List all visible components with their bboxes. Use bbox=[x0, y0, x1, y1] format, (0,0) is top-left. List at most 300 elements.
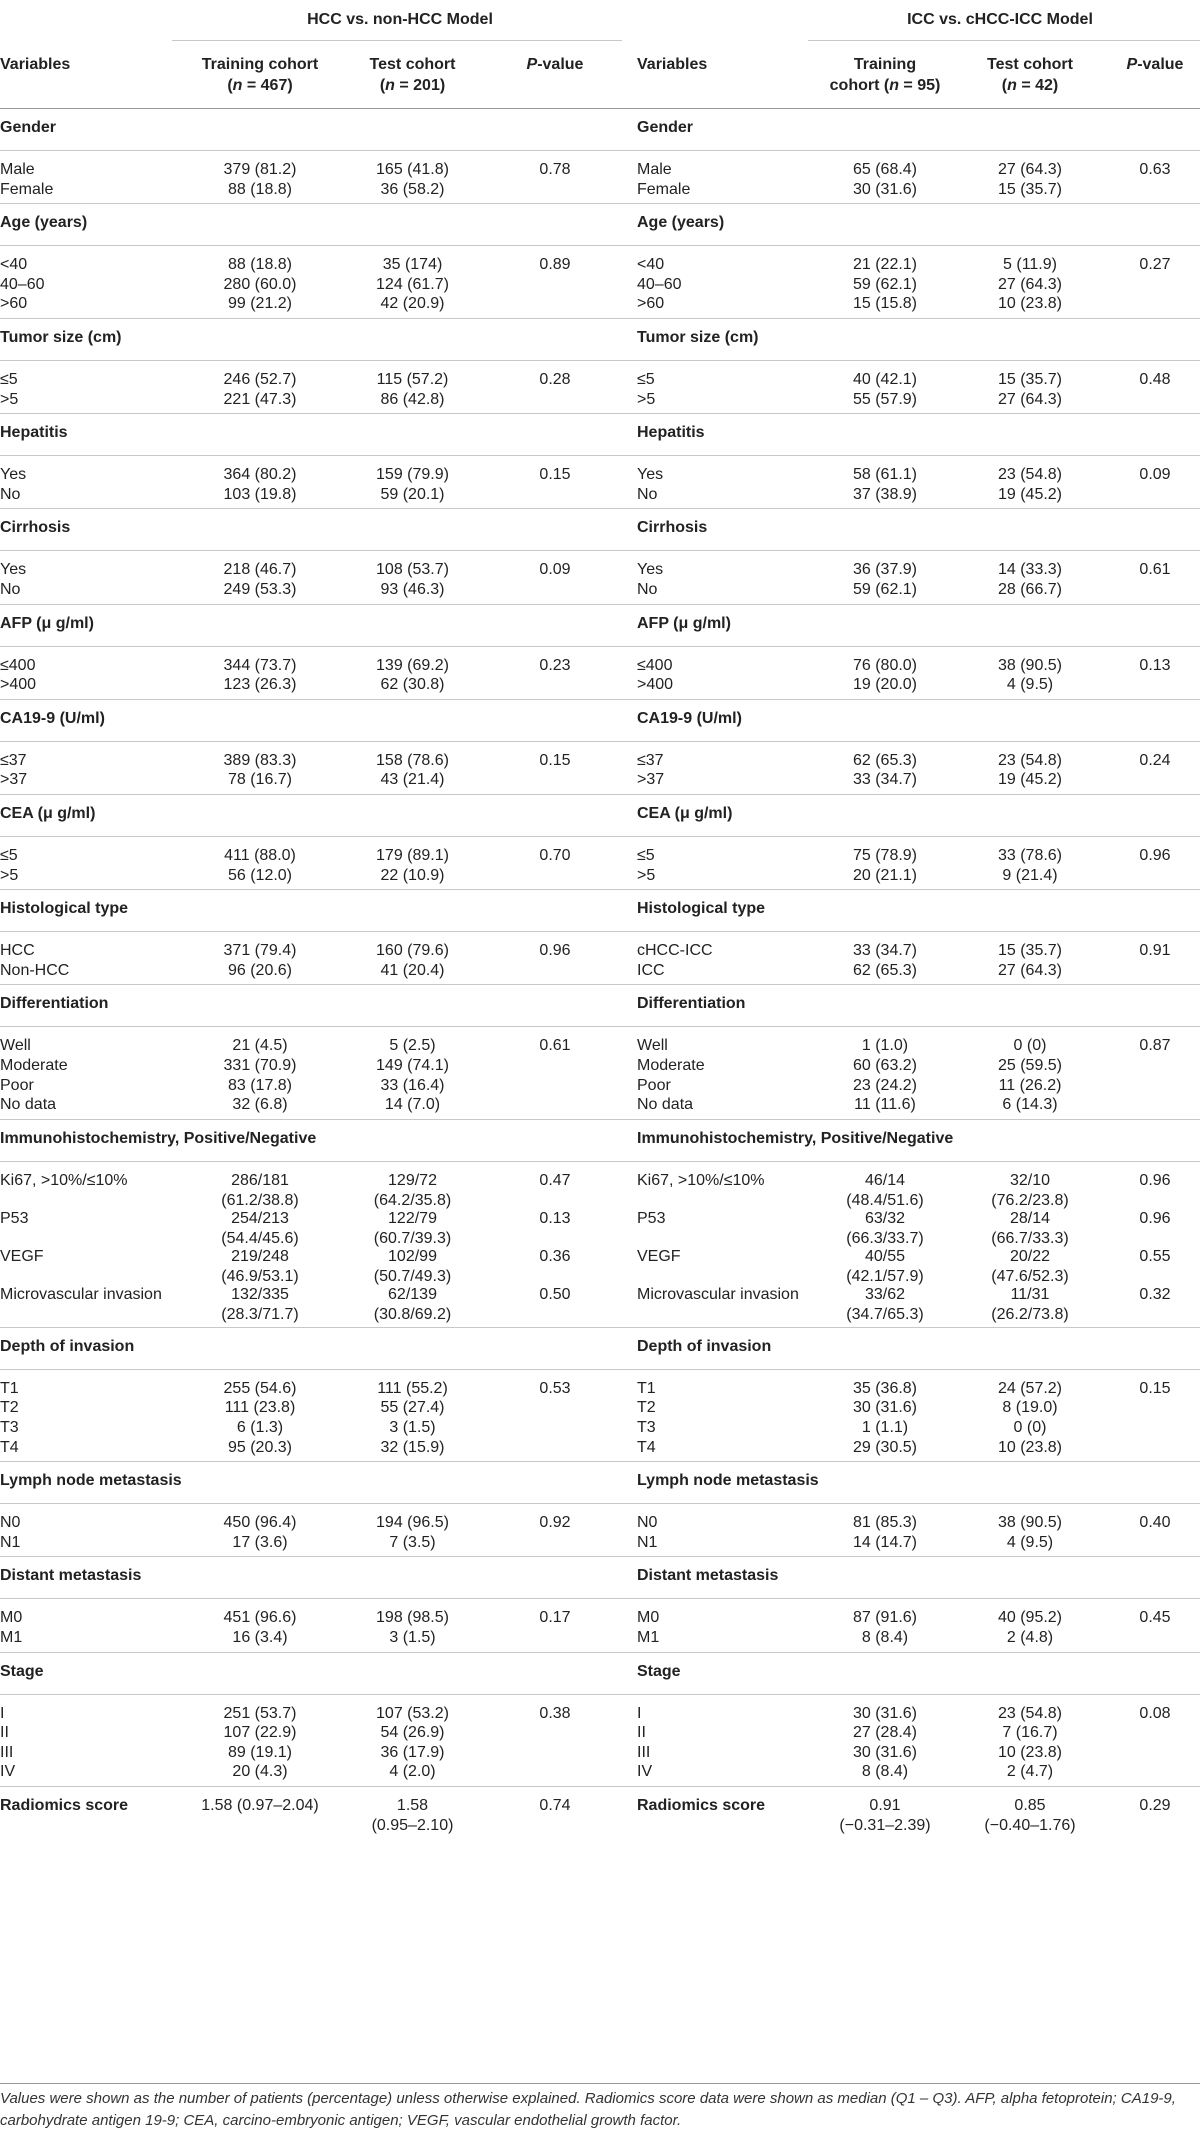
left-pvalue: 0.36 bbox=[539, 1247, 571, 1265]
left-test-value: 55 (27.4) bbox=[380, 1399, 445, 1417]
radiomics-right-training-line2: (−0.31–2.39) bbox=[839, 1817, 931, 1834]
right-test-value: 11 (26.2) bbox=[998, 1076, 1062, 1094]
left-training-value-line1: 254/213 bbox=[231, 1209, 289, 1227]
row-label-right: >60 bbox=[637, 295, 665, 313]
row-label-right: ≤5 bbox=[637, 847, 655, 864]
left-test-value: 36 (17.9) bbox=[380, 1743, 445, 1761]
row-label-right: ≤5 bbox=[637, 371, 655, 388]
right-test-value: 15 (35.7) bbox=[997, 371, 1063, 388]
section-title-left: Stage bbox=[0, 1662, 44, 1680]
section-title-right: CEA (μ g/ml) bbox=[637, 805, 733, 822]
right-test-value-line2: (26.2/73.8) bbox=[991, 1305, 1069, 1323]
section-title-left: Age (years) bbox=[0, 214, 88, 232]
right-training-value: 21 (22.1) bbox=[852, 256, 918, 274]
row-label-left: >400 bbox=[0, 676, 37, 694]
right-training-value-line2: (42.1/57.9) bbox=[846, 1267, 924, 1285]
left-training-value: 95 (20.3) bbox=[227, 1438, 293, 1456]
row-label-right: Well bbox=[637, 1037, 668, 1055]
row-label-right: III bbox=[637, 1743, 651, 1761]
right-test-value-line1: 28/14 bbox=[1009, 1209, 1051, 1227]
left-pvalue: 0.53 bbox=[539, 1379, 571, 1397]
row-label-right: ICC bbox=[637, 961, 665, 979]
row-label-right: No bbox=[637, 485, 658, 503]
right-test-value: 10 (23.8) bbox=[997, 1743, 1063, 1761]
row-label-right: ≤37 bbox=[637, 751, 664, 769]
row-label-right: Male bbox=[637, 161, 672, 178]
right-pvalue: 0.96 bbox=[1139, 847, 1171, 864]
section-title-rule bbox=[0, 245, 1200, 246]
right-training-value: 30 (31.6) bbox=[852, 1399, 918, 1417]
left-pvalue: 0.61 bbox=[539, 1037, 571, 1055]
row-label-right: IV bbox=[637, 1763, 653, 1781]
left-training-value: 331 (70.9) bbox=[223, 1057, 297, 1074]
section-title-right: Hepatitis bbox=[637, 424, 705, 442]
left-test-value: 42 (20.9) bbox=[380, 295, 445, 313]
left-training-value: 123 (26.3) bbox=[223, 676, 297, 694]
section-title-right: CA19-9 (U/ml) bbox=[637, 709, 742, 727]
row-label-right: T2 bbox=[637, 1399, 656, 1417]
right-training-value-line2: (48.4/51.6) bbox=[846, 1191, 924, 1209]
right-test-value: 4 (9.5) bbox=[1006, 1533, 1054, 1551]
section-bottom-rule bbox=[0, 984, 1200, 985]
right-training-value: 87 (91.6) bbox=[852, 1609, 918, 1627]
left-model-title: HCC vs. non-HCC Model bbox=[307, 11, 493, 28]
section-title-left: AFP (μ g/ml) bbox=[0, 614, 94, 632]
left-training-value: 56 (12.0) bbox=[227, 866, 293, 884]
left-training-value: 371 (79.4) bbox=[223, 942, 297, 960]
right-training-value: 36 (37.9) bbox=[852, 561, 918, 579]
left-training-value-line2: (61.2/38.8) bbox=[221, 1191, 299, 1209]
row-label-right: >37 bbox=[637, 771, 665, 789]
left-training-value: 20 (4.3) bbox=[232, 1763, 288, 1781]
row-label-right: No bbox=[637, 581, 658, 598]
row-label-left: ≤37 bbox=[0, 751, 27, 769]
left-training-value: 389 (83.3) bbox=[223, 751, 297, 769]
right-training-value-line2: (34.7/65.3) bbox=[846, 1305, 924, 1323]
right-test-value: 15 (35.7) bbox=[997, 180, 1063, 198]
left-test-value: 33 (16.4) bbox=[380, 1076, 445, 1094]
left-test-value: 160 (79.6) bbox=[376, 942, 449, 960]
left-test-value: 59 (20.1) bbox=[380, 485, 445, 503]
section-bottom-rule bbox=[0, 1327, 1200, 1328]
right-test-value: 0 (0) bbox=[1013, 1419, 1047, 1436]
left-pvalue: 0.28 bbox=[539, 371, 571, 388]
row-label-right: N1 bbox=[637, 1533, 658, 1551]
right-training-value: 59 (62.1) bbox=[852, 275, 918, 293]
left-training-value: 251 (53.7) bbox=[223, 1704, 297, 1722]
left-training-value-line1: 286/181 bbox=[231, 1171, 289, 1189]
right-test-value: 28 (66.7) bbox=[997, 581, 1063, 598]
right-test-value-line1: 32/10 bbox=[1009, 1171, 1051, 1189]
left-pvalue: 0.09 bbox=[539, 561, 571, 579]
section-title-right: Histological type bbox=[637, 900, 766, 918]
row-label-right: T4 bbox=[637, 1438, 656, 1456]
right-training-value-line1: 40/55 bbox=[864, 1247, 906, 1265]
right-training-value: 59 (62.1) bbox=[852, 581, 918, 598]
left-pvalue: 0.78 bbox=[539, 161, 571, 178]
right-model-title: ICC vs. cHCC-ICC Model bbox=[907, 11, 1093, 28]
left-training-value: 99 (21.2) bbox=[227, 295, 293, 313]
row-label-left: No bbox=[0, 581, 21, 598]
left-title-rule bbox=[172, 40, 622, 41]
right-test-value: 10 (23.8) bbox=[997, 295, 1063, 313]
section-title-left: CEA (μ g/ml) bbox=[0, 805, 96, 822]
right-test-value: 14 (33.3) bbox=[997, 561, 1063, 579]
section-title-left: Tumor size (cm) bbox=[0, 329, 122, 346]
right-test-value: 0 (0) bbox=[1013, 1037, 1047, 1055]
right-test-value: 10 (23.8) bbox=[997, 1438, 1063, 1456]
section-bottom-rule bbox=[0, 413, 1200, 414]
section-title-rule bbox=[0, 931, 1200, 932]
right-training-value: 65 (68.4) bbox=[852, 161, 918, 178]
section-title-left: Immunohistochemistry, Positive/Negative bbox=[0, 1129, 317, 1147]
section-title-rule bbox=[0, 150, 1200, 151]
left-test-value: 41 (20.4) bbox=[380, 961, 445, 979]
row-label-left: N1 bbox=[0, 1533, 21, 1551]
left-training-value: 88 (18.8) bbox=[227, 256, 293, 274]
right-training-value: 40 (42.1) bbox=[852, 371, 918, 388]
left-training-value: 255 (54.6) bbox=[223, 1379, 297, 1397]
right-pvalue: 0.24 bbox=[1139, 751, 1171, 769]
right-training-value: 30 (31.6) bbox=[852, 180, 918, 198]
radiomics-right-pvalue: 0.29 bbox=[1139, 1797, 1171, 1814]
left-test-value-line2: (60.7/39.3) bbox=[373, 1229, 452, 1247]
section-title-left: Gender bbox=[0, 119, 57, 136]
row-label-right: M0 bbox=[637, 1609, 660, 1627]
row-label-left: Moderate bbox=[0, 1057, 68, 1074]
row-label-left: Poor bbox=[0, 1076, 34, 1094]
left-training-value: 96 (20.6) bbox=[227, 961, 293, 979]
row-label-left: M1 bbox=[0, 1629, 23, 1646]
section-title-rule bbox=[0, 646, 1200, 647]
right-pvalue: 0.61 bbox=[1139, 561, 1171, 579]
left-training-value: 364 (80.2) bbox=[223, 466, 297, 484]
row-label-left: Microvascular invasion bbox=[0, 1285, 162, 1303]
right-test-value-line1: 11/31 bbox=[1010, 1285, 1050, 1303]
left-test-value: 14 (7.0) bbox=[384, 1096, 441, 1114]
right-test-value: 38 (90.5) bbox=[997, 656, 1063, 674]
left-training-value-line2: (28.3/71.7) bbox=[221, 1305, 299, 1323]
left-pvalue: 0.17 bbox=[539, 1609, 571, 1627]
right-training-value: 15 (15.8) bbox=[852, 295, 918, 313]
section-title-left: Cirrhosis bbox=[0, 519, 71, 537]
left-training-value: 6 (1.3) bbox=[236, 1419, 284, 1436]
left-training-value: 451 (96.6) bbox=[223, 1609, 297, 1627]
section-title-right: Lymph node metastasis bbox=[637, 1472, 819, 1490]
row-label-right: Female bbox=[637, 180, 691, 198]
right-training-value: 55 (57.9) bbox=[852, 390, 918, 408]
row-label-left: >5 bbox=[0, 866, 19, 884]
left-test-value-line2: (30.8/69.2) bbox=[373, 1305, 452, 1323]
radiomics-right-training-line1: 0.91 bbox=[869, 1797, 901, 1814]
row-label-left: M0 bbox=[0, 1609, 23, 1627]
row-label-left: Yes bbox=[0, 466, 27, 484]
left-test-value: 179 (89.1) bbox=[376, 847, 449, 864]
left-training-value: 89 (19.1) bbox=[227, 1743, 293, 1761]
section-title-rule bbox=[0, 836, 1200, 837]
radiomics-right-test-line2: (−0.40–1.76) bbox=[984, 1817, 1076, 1834]
row-label-left: HCC bbox=[0, 942, 35, 960]
right-training-value: 62 (65.3) bbox=[852, 961, 918, 979]
left-test-value: 3 (1.5) bbox=[389, 1629, 436, 1646]
right-training-value: 60 (63.2) bbox=[852, 1057, 918, 1074]
left-test-value-line1: 62/139 bbox=[388, 1285, 437, 1303]
left-training-value: 16 (3.4) bbox=[232, 1629, 288, 1646]
row-label-right: T1 bbox=[637, 1379, 656, 1397]
left-test-value: 62 (30.8) bbox=[380, 676, 445, 694]
left-training-value-line2: (54.4/45.6) bbox=[221, 1229, 299, 1247]
section-title-left: Hepatitis bbox=[0, 424, 68, 442]
left-test-value: 43 (21.4) bbox=[380, 771, 445, 789]
section-title-left: Differentiation bbox=[0, 995, 109, 1013]
left-training-value: 221 (47.3) bbox=[223, 390, 297, 408]
left-pvalue: 0.50 bbox=[539, 1285, 571, 1303]
left-test-value: 165 (41.8) bbox=[376, 161, 449, 178]
section-bottom-rule bbox=[0, 318, 1200, 319]
right-training-value: 20 (21.1) bbox=[852, 866, 918, 884]
table-footnote: Values were shown as the number of patients (percentage) unless otherwise explained. Radiomics score data were shown as median (Q1 – Q3). AFP, alpha fetoprotein; CA19-9, carbohydrate antigen 19-9; CEA, carcino-embryonic antigen; VEGF, vascular endothelial growth factor. bbox=[0, 2090, 1176, 2129]
right-title-rule bbox=[808, 40, 1200, 41]
left-training-value: 111 (23.8) bbox=[224, 1399, 296, 1417]
right-pvalue: 0.09 bbox=[1139, 466, 1171, 484]
left-training-value: 107 (22.9) bbox=[223, 1724, 297, 1742]
section-bottom-rule bbox=[0, 1556, 1200, 1557]
row-label-right: Ki67, >10%/≤10% bbox=[637, 1171, 765, 1189]
right-test-value: 15 (35.7) bbox=[997, 942, 1063, 960]
row-label-right: cHCC-ICC bbox=[637, 942, 713, 960]
left-test-value: 7 (3.5) bbox=[389, 1533, 436, 1551]
left-training-value: 249 (53.3) bbox=[223, 581, 297, 598]
row-label-right: >400 bbox=[637, 676, 674, 694]
section-title-right: Tumor size (cm) bbox=[637, 329, 759, 346]
radiomics-left-pvalue: 0.74 bbox=[539, 1797, 571, 1814]
row-label-left: >5 bbox=[0, 390, 19, 408]
row-label-left: Female bbox=[0, 180, 54, 198]
row-label-right: N0 bbox=[637, 1514, 658, 1532]
section-title-left: Distant metastasis bbox=[0, 1567, 142, 1585]
right-test-value: 24 (57.2) bbox=[997, 1379, 1063, 1397]
left-test-value: 149 (74.1) bbox=[376, 1057, 449, 1074]
right-training-value: 19 (20.0) bbox=[852, 676, 918, 694]
right-test-value: 23 (54.8) bbox=[997, 466, 1063, 484]
left-test-value: 159 (79.9) bbox=[376, 466, 449, 484]
right-test-value: 23 (54.8) bbox=[997, 751, 1063, 769]
left-training-value: 88 (18.8) bbox=[227, 180, 293, 198]
left-pvalue: 0.38 bbox=[539, 1704, 571, 1722]
section-title-left: Lymph node metastasis bbox=[0, 1472, 182, 1490]
right-training-value: 11 (11.6) bbox=[854, 1096, 916, 1114]
left-training-value: 103 (19.8) bbox=[223, 485, 297, 503]
row-label-left: Non-HCC bbox=[0, 961, 70, 979]
section-bottom-rule bbox=[0, 889, 1200, 890]
row-label-right: >5 bbox=[637, 390, 656, 408]
section-title-right: AFP (μ g/ml) bbox=[637, 614, 731, 632]
right-training-value: 37 (38.9) bbox=[852, 485, 918, 503]
right-test-value: 25 (59.5) bbox=[997, 1057, 1063, 1074]
left-test-value: 139 (69.2) bbox=[376, 656, 449, 674]
row-label-left: ≤5 bbox=[0, 847, 18, 864]
section-title-rule bbox=[0, 1503, 1200, 1504]
right-pvalue: 0.08 bbox=[1139, 1704, 1171, 1722]
section-bottom-rule bbox=[0, 1786, 1200, 1787]
section-bottom-rule bbox=[0, 203, 1200, 204]
right-training-value: 62 (65.3) bbox=[852, 751, 918, 769]
right-test-value: 9 (21.4) bbox=[1002, 866, 1058, 884]
right-test-value-line2: (66.7/33.3) bbox=[991, 1229, 1069, 1247]
left-test-value-line2: (64.2/35.8) bbox=[373, 1191, 452, 1209]
right-test-value: 8 (19.0) bbox=[1002, 1399, 1058, 1417]
right-training-value: 30 (31.6) bbox=[852, 1743, 918, 1761]
row-label-left: T1 bbox=[0, 1379, 19, 1397]
right-training-value-line1: 46/14 bbox=[864, 1171, 906, 1189]
left-test-value: 158 (78.6) bbox=[376, 751, 449, 769]
right-test-value: 7 (16.7) bbox=[1002, 1724, 1058, 1742]
row-label-left: >37 bbox=[0, 771, 28, 789]
right-training-value: 27 (28.4) bbox=[852, 1724, 918, 1742]
section-title-rule bbox=[0, 550, 1200, 551]
row-label-left: I bbox=[0, 1704, 5, 1722]
left-training-value: 32 (6.8) bbox=[232, 1096, 288, 1114]
row-label-left: <40 bbox=[0, 256, 28, 274]
left-test-value: 5 (2.5) bbox=[389, 1037, 436, 1055]
right-training-header-1: Training bbox=[853, 56, 917, 73]
right-variables-header: Variables bbox=[637, 56, 708, 73]
left-pvalue: 0.15 bbox=[539, 751, 571, 769]
section-title-right: Age (years) bbox=[637, 214, 725, 232]
left-test-value: 32 (15.9) bbox=[380, 1438, 445, 1456]
section-title-left: Depth of invasion bbox=[0, 1337, 135, 1355]
radiomics-left-test-line1: 1.58 bbox=[396, 1797, 429, 1814]
left-training-value: 21 (4.5) bbox=[232, 1037, 288, 1055]
radiomics-label-left: Radiomics score bbox=[0, 1797, 129, 1814]
row-label-left: Male bbox=[0, 161, 35, 178]
row-label-right: VEGF bbox=[637, 1247, 681, 1265]
row-label-right: 40–60 bbox=[637, 275, 682, 293]
row-label-left: Ki67, >10%/≤10% bbox=[0, 1171, 128, 1189]
right-pvalue-header: P-value bbox=[1126, 56, 1184, 73]
right-test-value: 19 (45.2) bbox=[997, 485, 1063, 503]
section-title-rule bbox=[0, 741, 1200, 742]
row-label-left: ≤400 bbox=[0, 656, 36, 674]
row-label-right: P53 bbox=[637, 1209, 666, 1227]
row-label-left: 40–60 bbox=[0, 275, 45, 293]
left-pvalue: 0.47 bbox=[539, 1171, 571, 1189]
left-test-value: 3 (1.5) bbox=[389, 1419, 436, 1436]
section-bottom-rule bbox=[0, 699, 1200, 700]
section-title-right: Immunohistochemistry, Positive/Negative bbox=[637, 1129, 954, 1147]
right-test-value: 27 (64.3) bbox=[997, 390, 1063, 408]
left-training-header-2: (n = 467) bbox=[227, 77, 293, 94]
left-training-header-1: Training cohort bbox=[201, 56, 319, 73]
right-pvalue: 0.87 bbox=[1139, 1037, 1171, 1055]
right-test-value: 23 (54.8) bbox=[997, 1704, 1063, 1722]
left-test-value: 107 (53.2) bbox=[376, 1704, 449, 1722]
row-label-right: No data bbox=[637, 1096, 694, 1114]
right-training-value: 8 (8.4) bbox=[861, 1629, 909, 1646]
row-label-left: No bbox=[0, 485, 21, 503]
section-bottom-rule bbox=[0, 794, 1200, 795]
left-test-value: 22 (10.9) bbox=[380, 866, 445, 884]
right-test-value: 27 (64.3) bbox=[997, 961, 1063, 979]
right-training-value: 33 (34.7) bbox=[852, 771, 918, 789]
right-test-value-line1: 20/22 bbox=[1009, 1247, 1051, 1265]
right-training-value: 1 (1.0) bbox=[861, 1037, 909, 1055]
row-label-right: >5 bbox=[637, 866, 656, 884]
left-training-value-line2: (46.9/53.1) bbox=[221, 1267, 299, 1285]
right-pvalue: 0.91 bbox=[1139, 942, 1171, 960]
row-label-right: M1 bbox=[637, 1629, 660, 1646]
right-test-value-line2: (76.2/23.8) bbox=[991, 1191, 1069, 1209]
right-pvalue: 0.27 bbox=[1139, 256, 1171, 274]
row-label-left: >60 bbox=[0, 295, 28, 313]
left-pvalue: 0.89 bbox=[539, 256, 571, 274]
right-training-value: 75 (78.9) bbox=[852, 847, 918, 864]
left-test-value-line2: (50.7/49.3) bbox=[373, 1267, 452, 1285]
right-training-value: 1 (1.1) bbox=[861, 1419, 909, 1436]
left-test-header-2: (n = 201) bbox=[379, 77, 446, 94]
right-training-value: 58 (61.1) bbox=[852, 466, 918, 484]
section-title-right: Gender bbox=[637, 119, 694, 136]
right-test-value: 40 (95.2) bbox=[997, 1609, 1063, 1627]
row-label-left: Well bbox=[0, 1037, 31, 1055]
left-training-value-line1: 219/248 bbox=[231, 1247, 289, 1265]
right-training-value-line1: 33/62 bbox=[864, 1285, 906, 1303]
left-pvalue: 0.70 bbox=[539, 847, 571, 864]
left-pvalue: 0.92 bbox=[539, 1514, 571, 1532]
row-label-left: III bbox=[0, 1743, 14, 1761]
left-test-value-line1: 102/99 bbox=[388, 1247, 437, 1265]
radiomics-left-training: 1.58 (0.97–2.04) bbox=[201, 1797, 319, 1814]
left-test-value: 35 (174) bbox=[382, 256, 443, 274]
left-pvalue: 0.15 bbox=[539, 466, 571, 484]
left-variables-header: Variables bbox=[0, 56, 71, 73]
right-training-value-line1: 63/32 bbox=[864, 1209, 906, 1227]
right-test-value-line2: (47.6/52.3) bbox=[991, 1267, 1069, 1285]
left-training-value-line1: 132/335 bbox=[231, 1285, 289, 1303]
section-title-right: Stage bbox=[637, 1662, 681, 1680]
left-training-value: 450 (96.4) bbox=[223, 1514, 297, 1532]
radiomics-right-test-line1: 0.85 bbox=[1014, 1797, 1046, 1814]
section-title-rule bbox=[0, 1598, 1200, 1599]
left-test-value: 108 (53.7) bbox=[376, 561, 449, 579]
right-pvalue: 0.96 bbox=[1139, 1209, 1171, 1227]
right-test-value: 27 (64.3) bbox=[997, 275, 1063, 293]
section-bottom-rule bbox=[0, 508, 1200, 509]
right-pvalue: 0.63 bbox=[1139, 161, 1171, 178]
right-training-value: 30 (31.6) bbox=[852, 1704, 918, 1722]
row-label-left: P53 bbox=[0, 1209, 29, 1227]
right-training-header-2: cohort (n = 95) bbox=[829, 77, 941, 94]
section-title-rule bbox=[0, 455, 1200, 456]
row-label-left: T2 bbox=[0, 1399, 19, 1417]
row-label-left: T3 bbox=[0, 1419, 19, 1436]
right-pvalue: 0.13 bbox=[1139, 656, 1171, 674]
row-label-right: <40 bbox=[637, 256, 665, 274]
left-test-value: 54 (26.9) bbox=[380, 1724, 445, 1742]
left-pvalue: 0.13 bbox=[539, 1209, 571, 1227]
row-label-right: Yes bbox=[637, 561, 664, 579]
section-bottom-rule bbox=[0, 604, 1200, 605]
row-label-right: I bbox=[637, 1704, 642, 1722]
right-test-header-1: Test cohort bbox=[987, 56, 1073, 73]
section-bottom-rule bbox=[0, 1461, 1200, 1462]
row-label-right: ≤400 bbox=[637, 656, 673, 674]
right-test-header-2: (n = 42) bbox=[1001, 77, 1059, 94]
left-training-value: 17 (3.6) bbox=[232, 1533, 288, 1551]
right-pvalue: 0.15 bbox=[1139, 1379, 1171, 1397]
left-test-value: 93 (46.3) bbox=[380, 581, 445, 598]
row-label-left: Yes bbox=[0, 561, 27, 579]
